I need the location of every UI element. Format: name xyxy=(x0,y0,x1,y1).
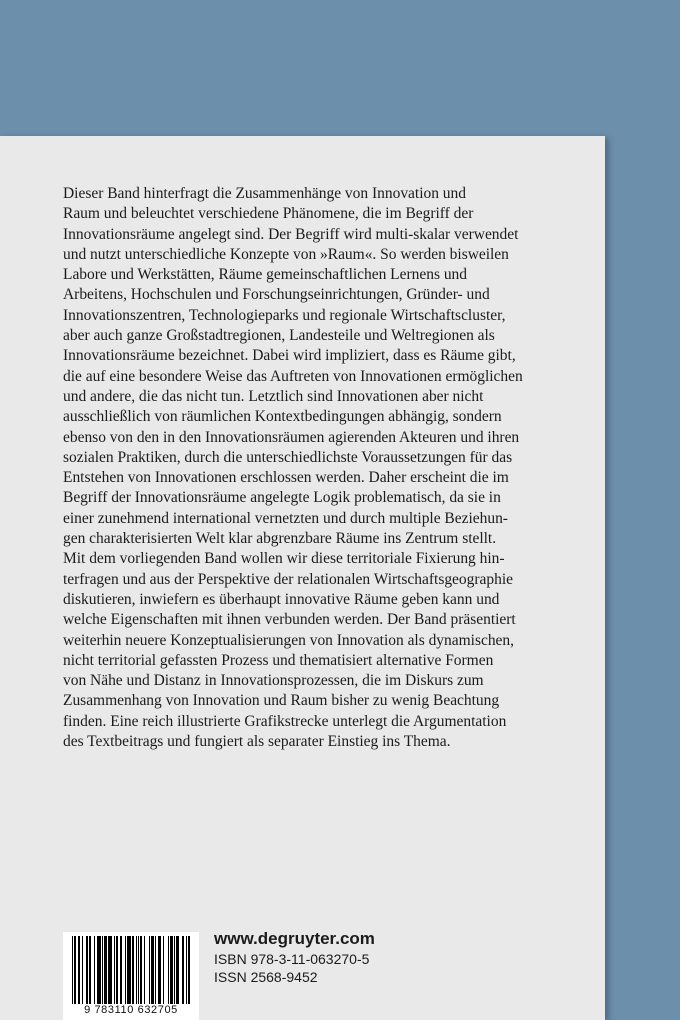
barcode-bar xyxy=(108,936,112,1004)
barcode-bars xyxy=(72,936,190,1004)
barcode-bar xyxy=(72,936,73,1004)
barcode-bar xyxy=(82,936,83,1004)
barcode-bar xyxy=(186,936,187,1004)
barcode-bar xyxy=(94,936,95,1004)
publisher-url[interactable]: www.degruyter.com xyxy=(214,929,375,948)
barcode xyxy=(63,932,199,1020)
barcode-bar xyxy=(176,936,178,1004)
barcode-bar xyxy=(151,936,153,1004)
barcode-bar xyxy=(78,936,80,1004)
barcode-bar xyxy=(104,936,106,1004)
blurb-text: Dieser Band hinterfragt die Zusammenhänge von Innovation und Raum und beleuchtet verschiedene Phänomene, die im Begriff der Innovationsräume angelegt sind. Der Begriff wird multi-skalar verwendet und nutzt unterschiedliche Konzepte von »Raum«. So werden bisweilen Labore und Werkstätten, Räume gemeinschaftlichen Lernens und Arbeitens, Hochschulen und Forschungseinrichtungen, Gründer- und Innovationszentren, Technologieparks und regionale Wirtschaftscluster, aber auch ganze Großstadtregionen, Landesteile und Weltregionen als Innovationsräume bezeichnet. Dabei wird impliziert, dass es Räume gibt, die auf eine besondere Weise das Auftreten von Innovationen ermöglichen und andere, die das nicht tun. Letztlich sind Innovationen aber nicht ausschließlich von räumlichen Kontextbedingungen abhängig, sondern ebenso von den in den Innovationsräumen agierenden Akteuren und ihren sozialen Praktiken, durch die unterschiedlichste Voraussetzungen für das Entstehen von Innovationen erschlossen werden. Daher erscheint die im Begriff der Innovationsräume angelegte Logik problematisch, da sie in einer zunehmend international vernetzten und durch multiple Beziehun- gen charakterisierten Welt klar abgrenzbare Räume ins Zentrum stellt. Mit dem vorliegenden Band wollen wir diese territoriale Fixierung hin- terfragen und aus der Perspektive der relationalen Wirtschaftsgeographie diskutieren, inwiefern es überhaupt innovative Räume geben kann und welche Eigenschaften mit ihnen verbunden werden. Der Band präsentiert weiterhin neuere Konzeptualisierungen von Innovation als dynamischen, nicht territorial gefassten Prozess und thematisiert alternative Formen von Nähe und Distanz in Innovationsprozessen, die im Diskurs zum Zusammenhang von Innovation und Raum bisher zu wenig Beachtung finden. Eine reich illustrierte Grafikstrecke unterlegt die Argumentation des Textbeitrags und fungiert als separater Einstieg ins Thema. xyxy=(63,185,523,751)
barcode-bar xyxy=(138,936,139,1004)
barcode-bar xyxy=(102,936,103,1004)
barcode-bar xyxy=(74,936,75,1004)
barcode-bar xyxy=(144,936,145,1004)
barcode-bar xyxy=(89,936,91,1004)
barcode-bar xyxy=(140,936,141,1004)
barcode-bar xyxy=(170,936,172,1004)
barcode-bar xyxy=(127,936,131,1004)
barcode-digits: 9 783110 632705 xyxy=(84,1004,178,1016)
barcode-bar xyxy=(149,936,150,1004)
barcode-bar xyxy=(132,936,134,1004)
barcode-bar xyxy=(116,936,117,1004)
barcode-bar xyxy=(168,936,169,1004)
barcode-bar xyxy=(86,936,87,1004)
barcode-bar xyxy=(155,936,156,1004)
barcode-bar xyxy=(182,936,183,1004)
barcode-bar xyxy=(125,936,126,1004)
back-cover-panel xyxy=(0,136,605,1020)
barcode-bar xyxy=(158,936,160,1004)
publisher-info xyxy=(214,928,375,986)
issn-number: ISSN 2568-9452 xyxy=(214,969,318,985)
barcode-bar xyxy=(174,936,175,1004)
barcode-bar xyxy=(114,936,115,1004)
barcode-bar xyxy=(163,936,164,1004)
isbn-number: ISBN 978-3-11-063270-5 xyxy=(214,951,370,967)
barcode-bar xyxy=(136,936,137,1004)
barcode-bar xyxy=(188,936,189,1004)
barcode-bar xyxy=(97,936,101,1004)
barcode-bar xyxy=(120,936,122,1004)
